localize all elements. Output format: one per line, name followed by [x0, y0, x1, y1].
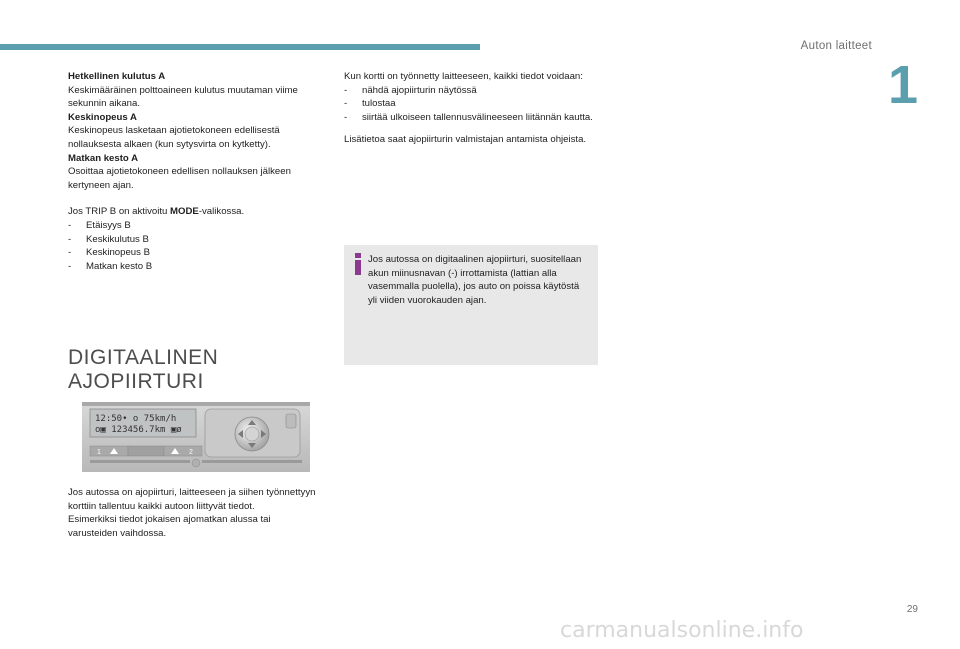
tachograph-device-image	[82, 402, 310, 472]
side-button[interactable]	[286, 414, 296, 428]
chapter-number: 1	[887, 55, 918, 115]
list-item: - nähdä ajopiirturin näytössä	[344, 84, 600, 98]
trip-b-list	[68, 219, 318, 273]
card-slot-2-buttons[interactable]	[164, 446, 202, 456]
section-heading: DIGITAALINEN AJOPIIRTURI	[68, 346, 219, 393]
watermark: carmanualsonline.info	[560, 618, 804, 643]
more-info-text: Lisätietoa saat ajopiirturin valmistajan antamista ohjeista.	[344, 134, 587, 146]
block-title: Keskinopeus A	[68, 111, 137, 123]
block-text: Keskimääräinen polttoaineen kulutus muutaman viime sekunnin aikana.	[68, 84, 298, 110]
block-text: Keskinopeus lasketaan ajotietokoneen edellisestä nollauksesta alkaen (kun sytysvirta on kytketty).	[68, 125, 280, 150]
list-item: - Etäisyys B	[68, 219, 318, 233]
mode-keyword: MODE	[170, 206, 199, 218]
list-item: - Keskikulutus B	[68, 233, 318, 247]
block-text: Osoittaa ajotietokoneen edellisen nollauksen jälkeen kertyneen ajan.	[68, 166, 291, 191]
slot-2-label: 2	[189, 449, 193, 456]
info-box	[344, 245, 598, 365]
list-item: - siirtää ulkoiseen tallennusvälineeseen liitännän kautta.	[344, 111, 600, 125]
right-column	[344, 70, 600, 147]
header-accent-bar	[0, 44, 480, 50]
info-icon	[351, 253, 365, 275]
list-item: - Matkan kesto B	[68, 260, 318, 274]
info-box-text: Jos autossa on digitaalinen ajopiirturi, suositellaan akun miinusnavan (-) irrottamista (lattian alla vasemmalla puolella), jos auto on poissa käytöstä yli viiden vuorokauden ajan.	[368, 254, 582, 306]
data-actions-list	[344, 84, 600, 125]
right-intro: Kun kortti on työnnetty laitteeseen, kaikki tiedot voidaan:	[344, 71, 583, 82]
list-item: - tulostaa	[344, 97, 600, 111]
card-slot-2[interactable]	[202, 460, 302, 463]
list-item: - Keskinopeus B	[68, 246, 318, 260]
slot-1-label: 1	[97, 449, 101, 456]
display-line-2: ο▣ 123456.7km ▣ø	[95, 425, 182, 435]
tachograph-caption: Jos autossa on ajopiirturi, laitteeseen ja siihen työnnettyyn korttiin tallentuu kaikki autoon liittyvät tiedot. Esimerkiksi tiedot jokaisen ajomatkan alussa tai varusteiden vaihdossa.	[68, 487, 316, 539]
display-line-1: 12:50• ο 75km/h	[95, 414, 177, 424]
card-slot-1[interactable]	[90, 460, 190, 463]
page-number: 29	[906, 604, 918, 615]
block-title: Matkan kesto A	[68, 152, 139, 164]
section-title: Auton laitteet	[800, 40, 872, 52]
left-column	[68, 70, 318, 273]
block-title: Hetkellinen kulutus A	[68, 71, 166, 82]
card-slot-1-buttons[interactable]	[90, 446, 128, 456]
trip-b-intro: Jos TRIP B on aktivoitu MODE-valikossa.	[68, 206, 245, 218]
